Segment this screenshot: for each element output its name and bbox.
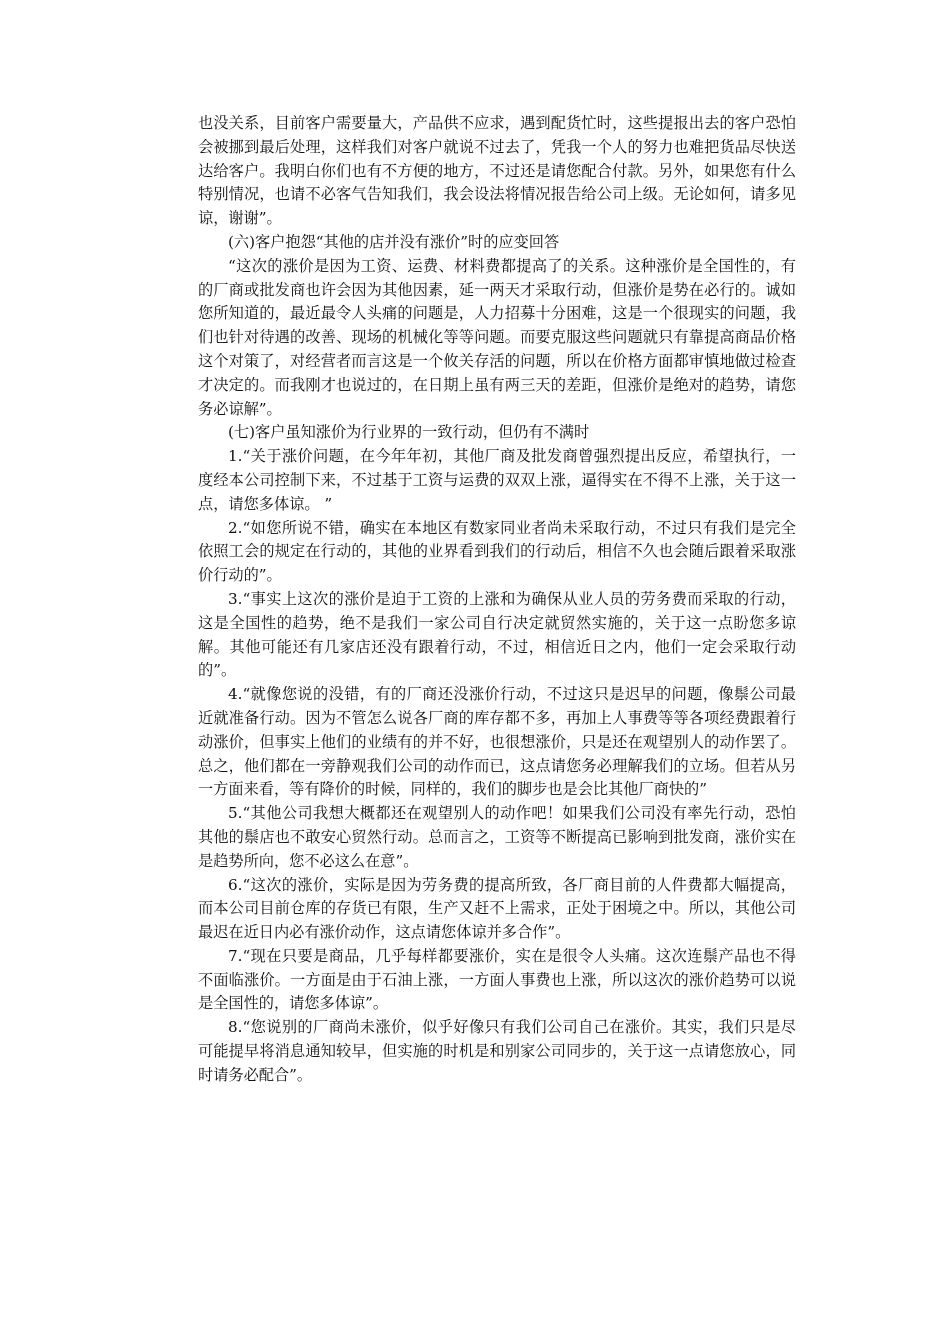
paragraph-section-6: “这次的涨价是因为工资、运费、材料费都提高了的关系。这种涨价是全国性的，有的厂商或批发商也许会因为其他因素，延一两天才采取行动，但涨价是势在必行的。诚如您所知道的，最近最令人头痛的问题是，人力招募十分困难，这是一个很现实的问题，我们也针对待遇的改善、现场的机械化等等问题。而要克服这些问题就只有靠提高商品价格这个对策了，对经营者而言这是一个攸关存活的问题，所以在价格方面都审慎地做过检查才决定的。而我刚才也说过的，在日期上虽有两三天的差距，但涨价是绝对的趋势，请您务必谅解”。 (198, 256, 796, 418)
list-item-6: 6.“这次的涨价，实际是因为劳务费的提高所致，各厂商目前的人件费都大幅提高，而本公司目前仓库的存货已有限，生产又赶不上需求，正处于困境之中。所以，其他公司最迟在近日内必有涨价动作，这点请您体谅并多合作”。 (198, 875, 796, 942)
list-item-5: 5.“其他公司我想大概都还在观望别人的动作吧！如果我们公司没有率先行动，恐怕其他的鬃店也不敢安心贸然行动。总而言之，工资等不断提高已影响到批发商，涨价实在是趋势所向，您不必这么在意”。 (198, 804, 796, 870)
list-item-2: 2.“如您所说不错，确实在本地区有数家同业者尚未采取行动，不过只有我们是完全依照工会的规定在行动的，其他的业界看到我们的行动后，相信不久也会随后跟着采取涨价行动的”。 (198, 518, 796, 585)
list-item-3: 3.“事实上这次的涨价是迫于工资的上涨和为确保从业人员的劳务费而采取的行动，这是全国性的趋势，绝不是我们一家公司自行决定就贸然实施的，关于这一点盼您多谅解。其他可能还有几家店还没有跟着行动，不过，相信近日之内，他们一定会采取行动的”。 (198, 589, 796, 680)
paragraph-continuation: 也没关系，目前客户需要量大，产品供不应求，遇到配货忙时，这些提报出去的客户恐怕会被挪到最后处理，这样我们对客户就说不过去了，凭我一个人的努力也难把货品尽快送达给客户。我明白你们也有不方便的地方，不过还是请您配合付款。另外，如果您有什么特别情况，也请不必客气告知我们，我会设法将情况报告给公司上级。无论如何，请多见谅，谢谢”。 (198, 114, 796, 228)
list-item-1: 1.“关于涨价问题，在今年年初，其他厂商及批发商曾强烈提出反应，希望执行，一度经本公司控制下来，不过基于工资与运费的双双上涨，逼得实在不得不上涨，关于这一点，请您多体谅。 ” (198, 447, 796, 513)
list-item-7: 7.“现在只要是商品，几乎每样都要涨价，实在是很令人头痛。这次连鬃产品也不得不面临涨价。一方面是由于石油上涨，一方面人事费也上涨，所以这次的涨价趋势可以说是全国性的，请您多体谅”。 (198, 946, 796, 1013)
list-item-8: 8.“您说别的厂商尚未涨价，似乎好像只有我们公司自己在涨价。其实，我们只是尽可能提早将消息通知较早，但实施的时机是和别家公司同步的，关于这一点请您放心，同时请务必配合”。 (198, 1018, 796, 1084)
document-body (198, 112, 796, 1088)
section-heading-7: (七)客户虽知涨价为行业界的一致行动，但仍有不满时 (228, 423, 590, 442)
section-heading-6: (六)客户抱怨“其他的店并没有涨价”时的应变回答 (228, 232, 560, 251)
list-item-4: 4.“就像您说的没错，有的厂商还没涨价行动，不过这只是迟早的问题，像鬃公司最近就准备行动。因为不管怎么说各厂商的库存都不多，再加上人事费等等各项经费跟着行动涨价，但事实上他们的业绩有的并不好，也很想涨价，只是还在观望别人的动作罢了。总之，他们都在一旁静观我们公司的动作而已，这点请您务必理解我们的立场。但若从另一方面来看，等有降价的时候，同样的，我们的脚步也是会比其他厂商快的” (198, 685, 796, 799)
